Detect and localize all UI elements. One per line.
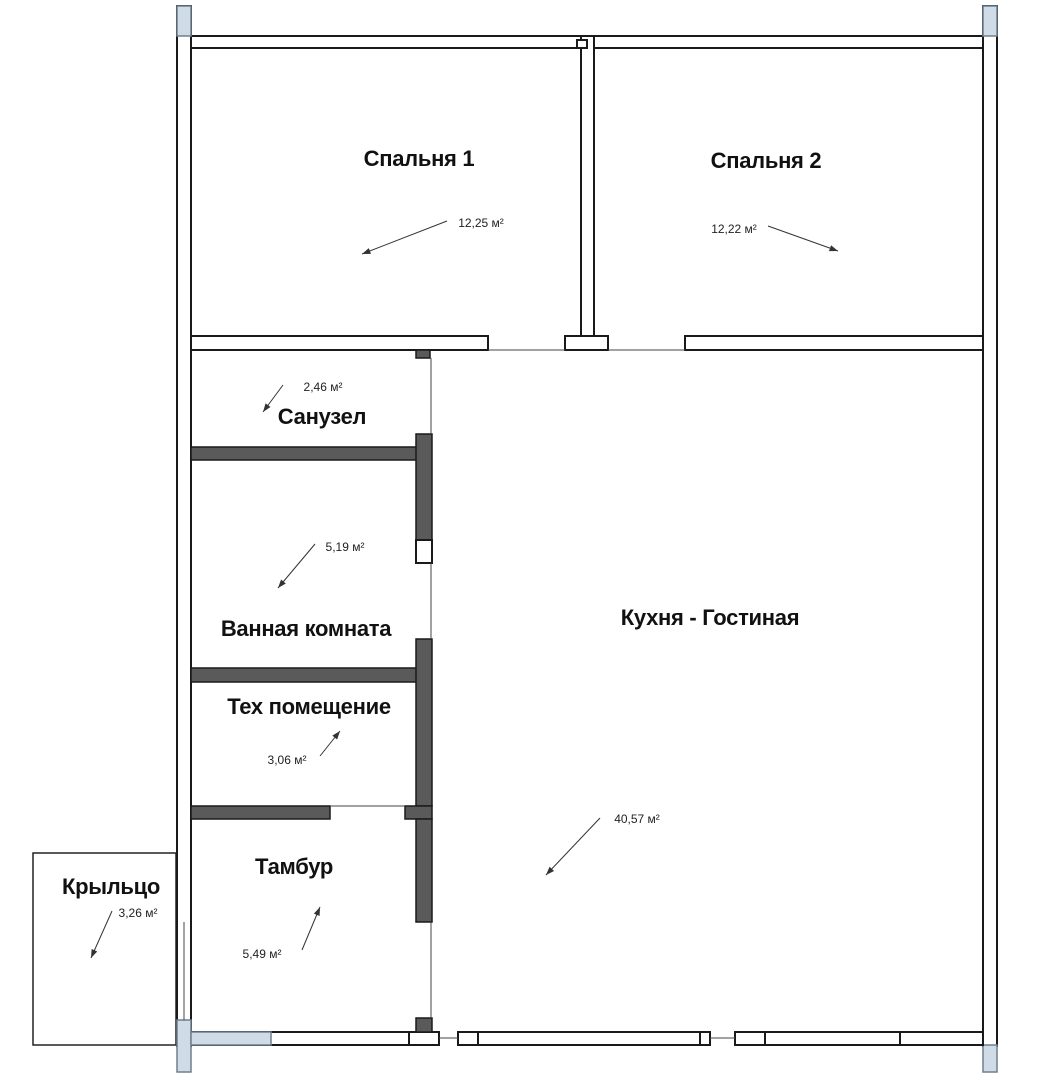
bedroom-divider-cap bbox=[577, 40, 587, 48]
area-wc: 2,46 м² bbox=[303, 380, 343, 394]
bottom-window-jamb-1 bbox=[700, 1032, 710, 1045]
bottom-window-jamb-2 bbox=[735, 1032, 765, 1045]
room-name-tech-room: Тех помещение bbox=[227, 694, 391, 719]
outer-wall-right bbox=[983, 6, 997, 1046]
area-arrow-bedroom-1 bbox=[362, 221, 447, 254]
area-arrow-wc-head bbox=[263, 403, 271, 412]
wall-cap-bottom-right bbox=[983, 1045, 997, 1072]
outer-wall-left bbox=[177, 6, 191, 1046]
bottom-door-jamb-1 bbox=[409, 1032, 439, 1045]
partition-vertical-upper bbox=[416, 434, 432, 540]
area-tech-room: 3,06 м² bbox=[267, 753, 307, 767]
partition-bottom-stub bbox=[416, 1018, 432, 1032]
wall-cap-bottom-left bbox=[177, 1020, 191, 1072]
room-name-kitchen-living: Кухня - Гостиная bbox=[620, 605, 800, 630]
room-name-vestibule: Тамбур bbox=[255, 854, 333, 879]
bedroom-divider-wall bbox=[581, 36, 594, 336]
bedroom-2-bottom-wall bbox=[685, 336, 983, 350]
area-arrow-tech-room-head bbox=[332, 731, 340, 740]
bedroom-1-bottom-wall bbox=[191, 336, 488, 350]
area-vestibule: 5,49 м² bbox=[242, 947, 282, 961]
wall-cap-top-right bbox=[983, 6, 997, 36]
area-arrow-vestibule-head bbox=[314, 907, 320, 916]
bottom-door-jamb-2 bbox=[458, 1032, 478, 1045]
area-arrow-porch-head bbox=[91, 949, 97, 958]
partition-tech-vestibule bbox=[191, 806, 330, 819]
bathroom-door-jamb bbox=[416, 540, 432, 563]
area-arrow-bathroom bbox=[278, 544, 315, 588]
area-arrow-kitchen-living bbox=[546, 818, 600, 875]
room-name-bedroom-1: Спальня 1 bbox=[363, 146, 475, 171]
area-arrow-bedroom-2-head bbox=[829, 245, 838, 251]
area-porch: 3,26 м² bbox=[118, 906, 158, 920]
partition-top-stub bbox=[416, 350, 430, 358]
area-arrow-bedroom-2 bbox=[768, 226, 838, 251]
room-name-wc: Санузел bbox=[277, 404, 367, 429]
partition-vertical-middle bbox=[416, 639, 432, 806]
area-bedroom-1: 12,25 м² bbox=[458, 216, 504, 230]
room-name-bedroom-2: Спальня 2 bbox=[710, 148, 822, 173]
area-arrow-bedroom-1-head bbox=[362, 248, 371, 254]
area-kitchen-living: 40,57 м² bbox=[614, 812, 660, 826]
bottom-window-jamb-3 bbox=[900, 1032, 983, 1045]
window-bottom-left bbox=[191, 1032, 271, 1045]
room-name-porch: Крыльцо bbox=[61, 874, 161, 899]
partition-tech-vestibule-stub bbox=[405, 806, 432, 819]
outer-wall-bottom-center bbox=[478, 1032, 700, 1045]
partition-wc-bath bbox=[191, 447, 417, 460]
outer-wall-bottom-right bbox=[765, 1032, 900, 1045]
partition-bath-tech bbox=[191, 668, 417, 682]
wall-cap-top-left bbox=[177, 6, 191, 36]
bedroom-door-pillar bbox=[565, 336, 608, 350]
room-name-bathroom: Ванная комната bbox=[220, 616, 392, 641]
area-bathroom: 5,19 м² bbox=[325, 540, 365, 554]
partition-vertical-lower bbox=[416, 819, 432, 922]
area-bedroom-2: 12,22 м² bbox=[711, 222, 757, 236]
